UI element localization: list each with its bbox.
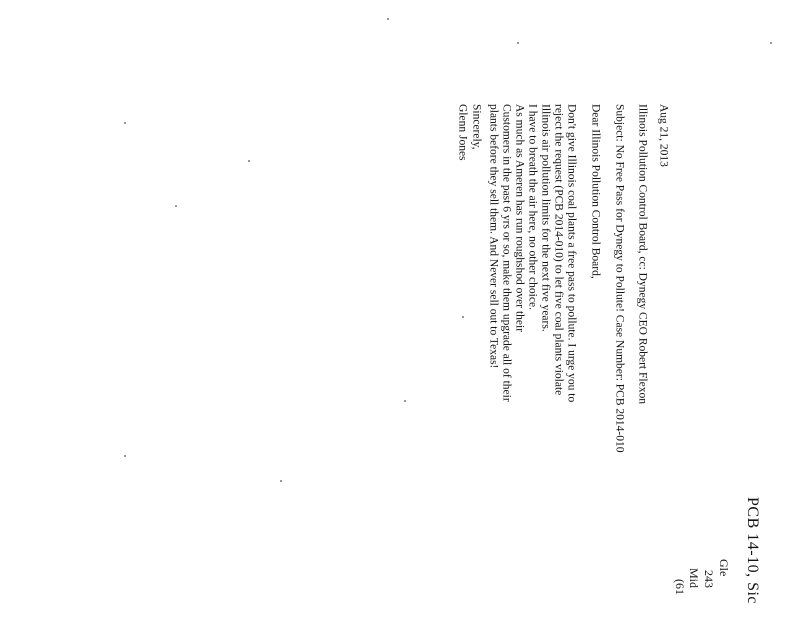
- body-line: As much as Ameren has run roughshod over their: [513, 104, 526, 333]
- scan-speck: [248, 160, 250, 162]
- letter-subject: Subject: No Free Pass for Dynegy to Pollute! Case Number: PCB 2014-010: [613, 104, 626, 453]
- letter-recipient: Illinois Pollution Control Board, cc: Dynegy CEO Robert Flexon: [636, 104, 649, 404]
- scan-speck: [770, 42, 772, 44]
- return-address-line: 243: [702, 570, 716, 588]
- scan-speck: [124, 122, 126, 124]
- scan-speck: [175, 205, 177, 207]
- body-line: Customers in the past 6 yrs or so, make them upgrade all of their: [500, 104, 513, 402]
- scan-speck: [404, 400, 406, 402]
- letter-signature: Glenn Jones: [456, 104, 469, 161]
- return-address-line: Mid: [687, 568, 701, 589]
- scan-speck: [124, 455, 126, 457]
- scan-speck: [387, 18, 389, 20]
- body-line: Don't give Illinois coal plants a free pass to pollute. I urge you to: [565, 104, 578, 403]
- body-line: reject the request (PCB 2014-010) to let five coal plants violate: [552, 104, 565, 396]
- scan-speck: [280, 480, 282, 482]
- letter-closing: Sincerely,: [470, 104, 483, 150]
- scan-speck: [462, 316, 464, 318]
- return-address-line: (61: [673, 579, 687, 595]
- body-line: plants before they sell them. And Never sell out to Texas!: [487, 104, 500, 369]
- body-line: Illinois air pollution limits for the next five years.: [539, 104, 552, 332]
- letter-date: Aug 21, 2013: [657, 104, 670, 167]
- case-number-header: PCB 14-10, Sic: [744, 497, 761, 605]
- return-address-line: Gle: [717, 559, 731, 577]
- letter-salutation: Dear Illinois Pollution Control Board,: [589, 104, 602, 279]
- body-line: I have to breath the air here, no other choice.: [526, 104, 539, 310]
- scan-speck: [517, 42, 519, 44]
